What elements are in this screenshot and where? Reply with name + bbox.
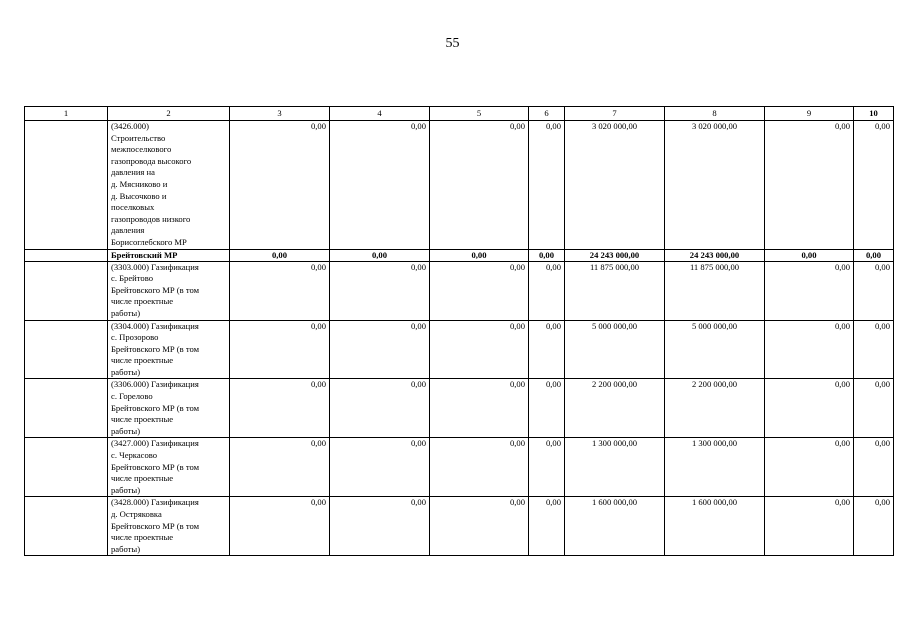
value-cell: 1 600 000,00 [665,497,765,556]
name-line: д. Остряковка [111,509,162,519]
name-line: (3303.000) Газификация [111,261,199,272]
project-row [25,121,894,250]
value-cell: 3 020 000,00 [565,121,665,250]
name-line: (3428.000) Газификация [111,497,199,508]
name-line: работы) [111,543,141,554]
col-header: 7 [565,107,665,121]
value-cell: 2 200 000,00 [565,379,665,438]
col-header: 1 [25,107,108,121]
name-line: работы) [111,484,141,495]
project-name [108,379,230,438]
value-cell: 0,00 [765,249,854,261]
name-line: поселковых [111,202,155,213]
value-cell: 5 000 000,00 [565,320,665,379]
value-cell: 0,00 [854,261,894,320]
value-cell: 5 000 000,00 [665,320,765,379]
col-header: 2 [108,107,230,121]
name-line: работы) [111,366,141,377]
value-cell: 1 300 000,00 [665,438,765,497]
value-cell: 0,00 [230,320,330,379]
name-line: с. Брейтово [111,273,153,284]
value-cell: 0,00 [430,261,529,320]
col-header: 3 [230,107,330,121]
district-name [108,249,230,261]
name-line: межпоселкового [111,144,172,155]
name-line: числе проектные [111,296,174,307]
value-cell: 0,00 [765,438,854,497]
name-line: давления [111,225,145,236]
name-line: Брейтовский МР [111,249,178,260]
name-line: с. Прозорово [111,332,159,343]
name-line: Брейтовского МР (в том [111,284,200,295]
page-number: 55 [445,36,460,51]
col-header: 4 [330,107,430,121]
value-cell: 1 600 000,00 [565,497,665,556]
col-header: 8 [665,107,765,121]
name-line: (3306.000) Газификация [111,379,199,390]
name-line: числе проектные [111,473,174,484]
name-line: (3304.000) Газификация [111,320,199,331]
value-cell: 0,00 [430,320,529,379]
value-cell: 1 300 000,00 [565,438,665,497]
project-name [108,497,230,556]
value-cell: 0,00 [765,379,854,438]
budget-table [24,106,894,556]
value-cell: 0,00 [430,121,529,250]
value-cell: 0,00 [430,379,529,438]
col-header: 6 [529,107,565,121]
value-cell: 0,00 [765,121,854,250]
project-name [108,121,230,250]
value-cell: 0,00 [529,261,565,320]
value-cell: 0,00 [330,438,430,497]
name-line: с. Горелово [111,391,153,402]
value-cell: 0,00 [854,320,894,379]
header-row [25,107,894,121]
value-cell: 0,00 [765,320,854,379]
name-line: д. Мясниково и [111,178,168,189]
col-header: 5 [430,107,529,121]
value-cell: 11 875 000,00 [665,261,765,320]
name-line: газопроводов низкого [111,213,191,224]
district-total-row [25,249,894,261]
name-line: д. Высочково и [111,190,167,201]
value-cell: 0,00 [330,379,430,438]
value-cell: 24 243 000,00 [565,249,665,261]
value-cell: 11 875 000,00 [565,261,665,320]
name-line: Борисоглебского МР [111,236,187,247]
value-cell: 0,00 [330,497,430,556]
project-row [25,497,894,556]
blank-cell [25,121,108,250]
name-line: Брейтовского МР (в том [111,520,200,531]
project-row [25,261,894,320]
value-cell: 0,00 [529,320,565,379]
value-cell: 0,00 [230,261,330,320]
value-cell: 0,00 [230,497,330,556]
value-cell: 0,00 [765,497,854,556]
name-line: (3427.000) Газификация [111,438,199,449]
value-cell: 0,00 [854,249,894,261]
value-cell: 0,00 [529,121,565,250]
name-line: числе проектные [111,355,174,366]
value-cell: 3 020 000,00 [665,121,765,250]
name-line: числе проектные [111,532,174,543]
value-cell: 0,00 [529,249,565,261]
name-line: с. Черкасово [111,450,158,461]
value-cell: 0,00 [430,438,529,497]
value-cell: 0,00 [430,497,529,556]
name-line: газопровода высокого [111,155,192,166]
value-cell: 0,00 [230,121,330,250]
name-line: давления на [111,167,155,178]
value-cell: 0,00 [330,320,430,379]
name-line: Строительство [111,132,166,143]
project-name [108,261,230,320]
name-line: (3426.000) [111,121,149,131]
blank-cell [25,320,108,379]
blank-cell [25,261,108,320]
value-cell: 0,00 [529,497,565,556]
value-cell: 0,00 [765,261,854,320]
value-cell: 0,00 [529,379,565,438]
value-cell: 0,00 [230,379,330,438]
name-line: Брейтовского МР (в том [111,343,200,354]
name-line: работы) [111,425,141,436]
value-cell: 0,00 [230,249,330,261]
value-cell: 24 243 000,00 [665,249,765,261]
project-name [108,438,230,497]
value-cell: 0,00 [854,497,894,556]
blank-cell [25,438,108,497]
name-line: числе проектные [111,414,174,425]
name-line: Брейтовского МР (в том [111,461,200,472]
value-cell: 0,00 [330,249,430,261]
col-header: 9 [765,107,854,121]
value-cell: 0,00 [330,121,430,250]
col-header: 10 [854,107,894,121]
value-cell: 0,00 [529,438,565,497]
value-cell: 0,00 [854,121,894,250]
value-cell: 0,00 [230,438,330,497]
value-cell: 0,00 [854,438,894,497]
project-row [25,379,894,438]
name-line: работы) [111,307,141,318]
project-row [25,438,894,497]
value-cell: 0,00 [330,261,430,320]
value-cell: 0,00 [430,249,529,261]
project-name [108,320,230,379]
project-row [25,320,894,379]
blank-cell [25,497,108,556]
blank-cell [25,249,108,261]
name-line: Брейтовского МР (в том [111,402,200,413]
blank-cell [25,379,108,438]
value-cell: 2 200 000,00 [665,379,765,438]
value-cell: 0,00 [854,379,894,438]
